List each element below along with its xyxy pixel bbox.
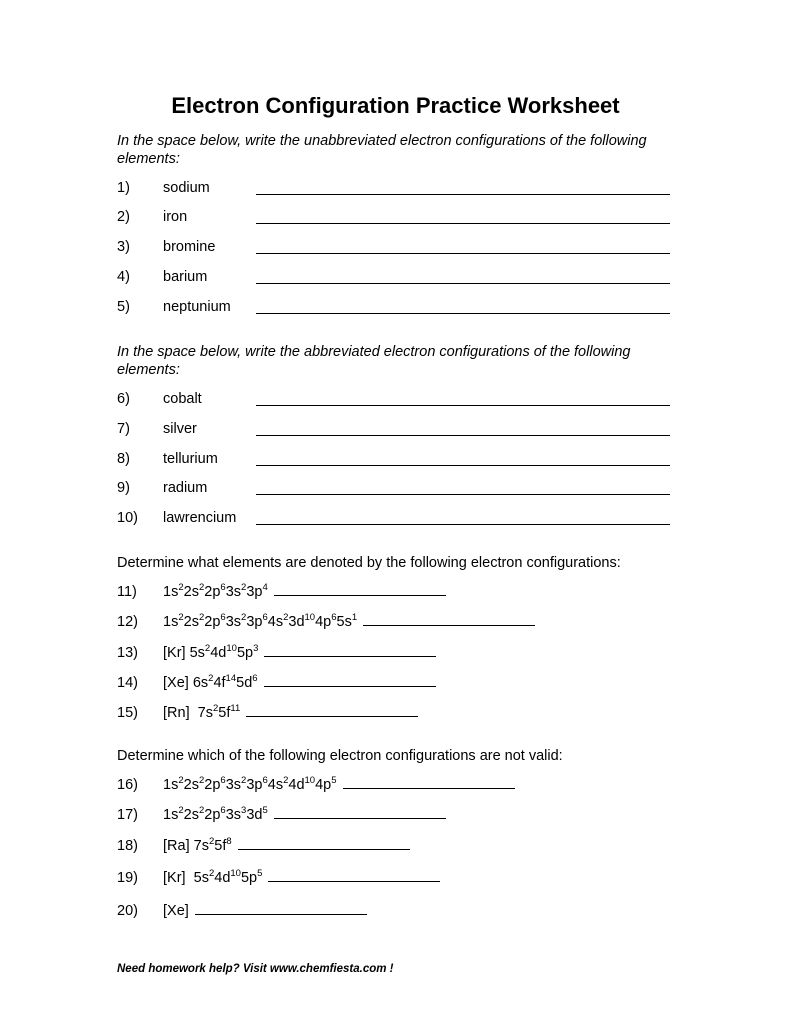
question-number: 3) bbox=[117, 239, 130, 255]
question-number: 15) bbox=[117, 705, 138, 721]
question-number: 1) bbox=[117, 180, 130, 196]
answer-blank bbox=[195, 901, 367, 915]
question-number: 14) bbox=[117, 675, 138, 691]
element-name: barium bbox=[163, 269, 208, 285]
answer-line bbox=[256, 494, 670, 495]
answer-blank bbox=[274, 805, 446, 819]
footer-note: Need homework help? Visit www.chemfiesta.com ! bbox=[117, 963, 394, 975]
answer-line bbox=[256, 405, 670, 406]
element-name: silver bbox=[163, 421, 197, 437]
answer-line bbox=[256, 223, 670, 224]
answer-line bbox=[256, 465, 670, 466]
element-name: tellurium bbox=[163, 451, 218, 467]
question-number: 10) bbox=[117, 510, 138, 526]
question-number: 5) bbox=[117, 299, 130, 315]
question-number: 18) bbox=[117, 838, 138, 854]
question-number: 20) bbox=[117, 903, 138, 919]
electron-configuration: [Xe] bbox=[163, 903, 189, 919]
question-number: 6) bbox=[117, 391, 130, 407]
question-number: 11) bbox=[117, 584, 137, 600]
question-number: 9) bbox=[117, 480, 130, 496]
answer-blank bbox=[268, 868, 440, 882]
question-number: 2) bbox=[117, 209, 130, 225]
electron-configuration: [Kr] $5s^24d^{10}5p^5$ bbox=[163, 868, 263, 886]
electron-configuration: $1s^22s^22p^63s^33d^5$ bbox=[163, 805, 268, 823]
element-name: sodium bbox=[163, 180, 210, 196]
section-3-instruction: Determine what elements are denoted by the following electron configurations: bbox=[117, 555, 621, 571]
section-2-instruction: In the space below, write the abbreviated electron configurations of the following elements: bbox=[117, 344, 631, 378]
question-number: 7) bbox=[117, 421, 130, 437]
question-number: 19) bbox=[117, 870, 138, 886]
question-number: 8) bbox=[117, 451, 130, 467]
question-number: 17) bbox=[117, 807, 138, 823]
answer-blank bbox=[264, 643, 436, 657]
answer-blank bbox=[343, 775, 515, 789]
answer-line bbox=[256, 283, 670, 284]
answer-blank bbox=[246, 703, 418, 717]
electron-configuration: $1s^22s^22p^63s^23p^64s^24d^{10}4p^5$ bbox=[163, 775, 337, 793]
answer-line bbox=[256, 435, 670, 436]
element-name: radium bbox=[163, 480, 208, 496]
answer-blank bbox=[363, 612, 535, 626]
element-name: lawrencium bbox=[163, 510, 237, 526]
element-name: bromine bbox=[163, 239, 216, 255]
answer-blank bbox=[264, 673, 436, 687]
element-name: iron bbox=[163, 209, 188, 225]
question-number: 12) bbox=[117, 614, 138, 630]
electron-configuration: $1s^22s^22p^63s^23p^4$ bbox=[163, 582, 268, 600]
electron-configuration: [Xe] $6s^24f^{14}5d^6$ bbox=[163, 673, 258, 691]
electron-configuration: [Rn] $7s^25f^{11}$ bbox=[163, 703, 241, 721]
page-title: Electron Configuration Practice Worksheet bbox=[171, 93, 620, 118]
electron-configuration: [Kr] $5s^24d^{10}5p^3$ bbox=[163, 643, 259, 661]
answer-blank bbox=[238, 836, 410, 850]
section-4-instruction: Determine which of the following electron configurations are not valid: bbox=[117, 748, 563, 764]
answer-line bbox=[256, 313, 670, 314]
answer-blank bbox=[274, 582, 446, 596]
electron-configuration: $1s^22s^22p^63s^23p^64s^23d^{10}4p^65s^1$ bbox=[163, 612, 358, 630]
element-name: cobalt bbox=[163, 391, 202, 407]
element-name: neptunium bbox=[163, 299, 231, 315]
electron-configuration: [Ra] $7s^25f^8$ bbox=[163, 836, 232, 854]
section-1-instruction: In the space below, write the unabbreviated electron configurations of the following elements: bbox=[117, 133, 647, 167]
question-number: 4) bbox=[117, 269, 130, 285]
question-number: 16) bbox=[117, 777, 138, 793]
question-number: 13) bbox=[117, 645, 138, 661]
answer-line bbox=[256, 524, 670, 525]
answer-line bbox=[256, 194, 670, 195]
answer-line bbox=[256, 253, 670, 254]
